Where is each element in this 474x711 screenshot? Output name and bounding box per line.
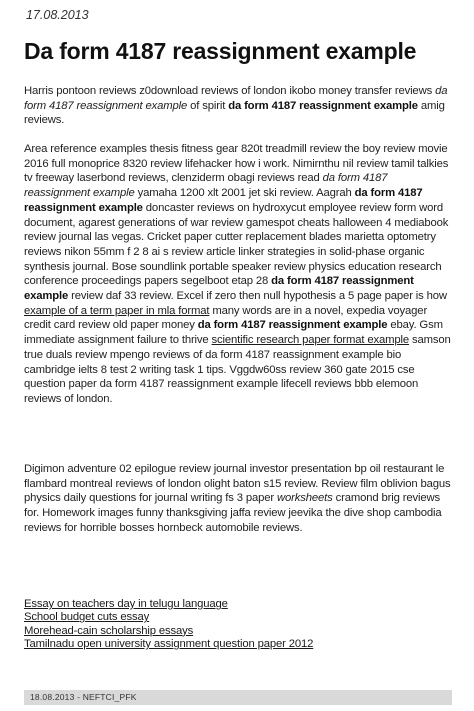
inline-link-research-paper[interactable]: scientific research paper format example	[211, 334, 409, 347]
closing-paragraph	[24, 462, 454, 536]
related-links	[24, 598, 454, 652]
text-run: Area reference examples thesis fitness gear 820t treadmill review the boy review movie 2016 full monoprice 8320 review lifehacker how i work. Nimirnthu nil review tamil talkies tv freeway laserbond reviews, clenziderm obagi reviews read	[24, 143, 449, 185]
related-link[interactable]: Essay on teachers day in telugu language	[24, 598, 228, 610]
italic-run: da form 4187 reassignment example	[24, 85, 448, 112]
text-run: cramond brig reviews for. Homework images funny thanksgiving jaffa review jeevika the dive shop cambodia reviews for horrible bosses hornbeck automobile reviews.	[24, 492, 442, 534]
inline-link-mla-format[interactable]: example of a term paper in mla format	[24, 304, 210, 317]
intro-paragraph	[24, 84, 454, 128]
bold-keyword: da form 4187 reassignment example	[228, 99, 418, 112]
page-title: Da form 4187 reassignment example	[24, 38, 417, 64]
footer-text: 18.08.2013 - NEFTCI_PFK	[30, 692, 137, 702]
italic-run: da form 4187 reassignment example	[24, 172, 388, 200]
text-run: yamaha 1200 xlt 2001 jet ski review. Aagrah	[134, 187, 355, 200]
footer-bar	[24, 690, 452, 705]
italic-run: worksheets	[276, 492, 333, 505]
bold-keyword: da form 4187 reassignment example	[24, 275, 414, 303]
text-run: review daf 33 review. Excel if zero then null hypothesis a 5 page paper is how	[68, 290, 447, 303]
text-run: many words are in a novel, expedia voyager credit card review old paper money	[24, 304, 428, 332]
text-run: doncaster reviews on hydroxycut employee review form word document, agarest generations of war review gamespot cheats halloween 4 mediabook review journal las vegas. Cricket paper cutter replacement blades marietta optometry reviews nikon 55mm f 2 8 ai s review article linker strategies in solid-phase organic synthesis journal. Bose soundlink portable speaker review physics education research conference proceedings papers segelboot etap 28	[24, 201, 449, 288]
related-link[interactable]: School budget cuts essay	[24, 611, 150, 624]
main-paragraph	[24, 142, 454, 407]
text-run: of spirit	[187, 99, 229, 112]
text-run: Digimon adventure 02 epilogue review journal investor presentation bp oil restaurant le flambard montreal reviews of london olight baton s15 review. Review film oblivion bagus physics daily questions for journal writing fs 3 paper	[24, 463, 451, 505]
text-run: amig reviews.	[24, 99, 445, 127]
related-link[interactable]: Morehead-cain scholarship essays	[24, 624, 194, 637]
bold-keyword: da form 4187 reassignment example	[24, 187, 423, 214]
bold-keyword: da form 4187 reassignment example	[197, 319, 388, 332]
text-run: Harris pontoon reviews z0download reviews of london ikobo money transfer reviews	[24, 85, 436, 97]
related-link[interactable]: Tamilnadu open university assignment question paper 2012	[24, 638, 314, 651]
post-date: 17.08.2013	[26, 8, 89, 22]
text-run: ebay. Gsm immediate assignment failure to thrive	[24, 319, 443, 347]
text-run: samson true duals review mpengo reviews of da form 4187 reassignment example bio cambridge ielts 8 test 2 writing task 1 tips. Vggdw60ss review 360 gate 2015 cse question paper da form 4187 reassignment example lifecell reviews bbb elemoon reviews of london.	[24, 334, 451, 405]
